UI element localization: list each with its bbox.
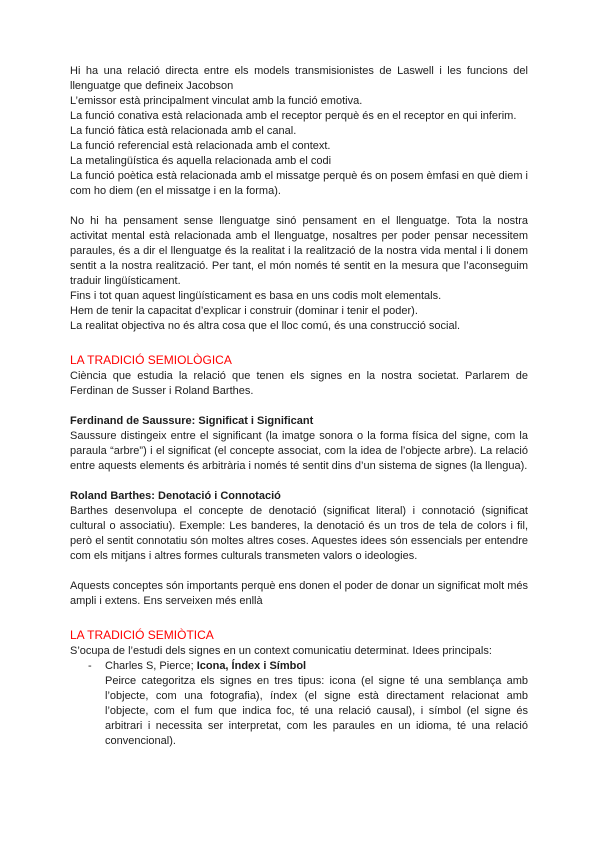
barthes-heading: Roland Barthes: Denotació i Connotació [70,490,281,502]
semiologica-intro: Ciència que estudia la relació que tenen els signes en la nostra societat. Parlarem de Ferdinan de Susser i Roland Barthes. [70,370,528,397]
list-bullet-dash: - [88,660,92,672]
paragraph-line: Hi ha una relació directa entre els models transmisionistes de Laswell i les funcions del llenguatge que defineix Jacobson [70,65,528,92]
semiologica-conclusion: Aquests conceptes són importants perquè ens donen el poder de donar un significat molt més ampli i extens. Ens serveixen més enllà [70,580,528,607]
semiotica-intro: S’ocupa de l’estudi dels signes en un context comunicatiu determinat. Idees principals: [70,645,492,657]
intro-paragraph [70,64,528,199]
paragraph-line: Fins i tot quan aquest lingüísticament es basa en uns codis molt elementals. [70,290,442,302]
paragraph-line: La metalingüística és aquella relacionada amb el codi [70,155,332,167]
peirce-body: Peirce categoritza els signes en tres tipus: icona (el signe té una semblança amb l’objecte, com una fotografia), índex (el signe està directament relacionat amb l’objecte, com el fum que indica foc, té una relació causal), i símbol (el signe és arbitrari i necessita ser interpretat, com les paraules en un idioma, té una relació convencional). [105,675,528,747]
list-item-prefix: Charles S, Pierce; [105,660,197,672]
saussure-heading: Ferdinand de Saussure: Significat i Significant [70,415,314,427]
list-item-peirce [88,659,528,674]
paragraph-line: L’emissor està principalment vinculat amb la funció emotiva. [70,95,363,107]
paragraph-line: Hem de tenir la capacitat d’explicar i construir (dominar i tenir el poder). [70,305,418,317]
list-item-text [105,659,528,674]
saussure-body: Saussure distingeix entre el significant (la imatge sonora o la forma física del signe, com la paraula “arbre”) i el significat (el concepte associat, com la idea de l’objecte arbre). La relació entre aquests elements és arbitrària i només té sentit dins d’un sistema de signes (la llengua). [70,430,528,472]
paragraph-line: La funció fàtica està relacionada amb el canal. [70,125,297,137]
paragraph-line: La funció referencial està relacionada amb el context. [70,140,331,152]
paragraph-line: No hi ha pensament sense llenguatge sinó pensament en el llenguatge. Tota la nostra activitat mental està relacionada amb el llenguatge, nosaltres per poder pensar necessitem paraules, és a dir el llenguatge és la realitat i la realització de la nostra vida mental i li donem sentit a la nostra realització. Per tant, el món només té sentit en la mesura que l’aconseguim traduir lingüísticament. [70,215,528,287]
barthes-body: Barthes desenvolupa el concepte de denotació (significat literal) i connotació (significat cultural o associatiu). Exemple: Les banderes, la denotació és un tros de tela de colors i fil, però el sentit connotatiu són moltes altres coses. Aquestes idees són essencials per entendre com els mitjans i altres formes culturals transmeten valors o ideologies. [70,505,528,562]
section-title-semiologica: LA TRADICIÓ SEMIOLÒGICA [70,353,232,367]
thought-paragraph [70,214,528,334]
paragraph-line: La funció poètica està relacionada amb el missatge perquè és on posem èmfasi en què diem i com ho diem (en el missatge i en la forma). [70,170,528,197]
section-title-semiotica: LA TRADICIÓ SEMIÒTICA [70,628,214,642]
paragraph-line: La realitat objectiva no és altra cosa que el lloc comú, és una construcció social. [70,320,461,332]
list-item-bold-title: Icona, Índex i Símbol [196,660,307,672]
paragraph-line: La funció conativa està relacionada amb el receptor perquè és en el receptor en qui inferim. [70,110,517,122]
